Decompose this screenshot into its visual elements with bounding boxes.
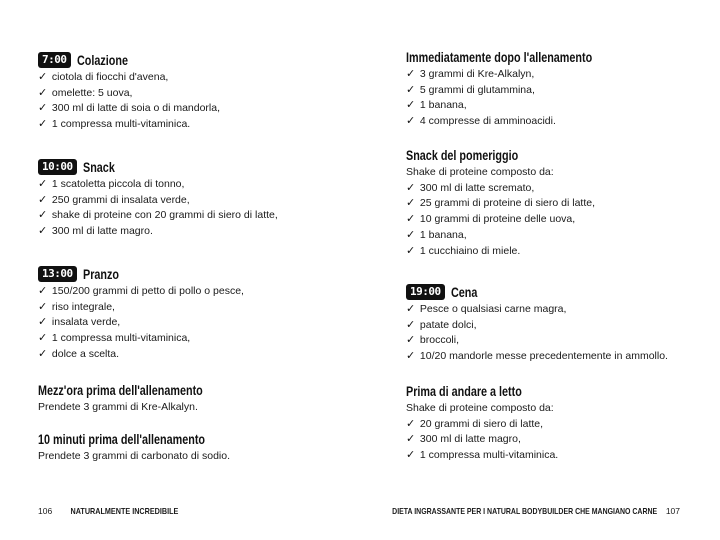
check-icon: ✓ [38,300,48,313]
time-badge: 19:00 [406,284,445,300]
list-item: ✓ omelette: 5 uova, [38,86,358,102]
item-list [38,177,358,240]
list-item: ✓ 1 banana, [406,98,706,114]
time-badge: 13:00 [38,266,77,282]
check-icon: ✓ [406,334,416,347]
list-item: ✓ patate dolci, [406,318,706,334]
check-icon: ✓ [406,417,416,430]
check-icon: ✓ [406,115,416,128]
list-item: ✓ 1 banana, [406,228,706,244]
check-icon: ✓ [38,285,48,297]
section-prima-letto [406,381,706,464]
list-item: ✓ riso integrale, [38,300,358,316]
list-item: ✓ 1 compressa multi-vitaminica. [406,448,706,464]
list-item: ✓ 1 compressa multi-vitaminica. [38,117,358,133]
section-title: Mezz'ora prima dell'allenamento [38,382,203,398]
check-icon: ✓ [406,350,416,363]
list-item: ✓ 5 grammi di glutammina, [406,83,706,99]
check-icon: ✓ [406,181,416,194]
check-icon: ✓ [38,193,48,206]
running-title: NATURALMENTE INCREDIBILE [70,506,179,516]
check-icon: ✓ [406,449,416,462]
page-number: 107 [665,506,680,516]
section-intro: Shake di proteine composto da: [406,166,554,178]
list-item: ✓ 300 ml di latte magro, [406,432,706,448]
section-dieci-minuti [38,429,358,465]
check-icon: ✓ [406,318,416,331]
section-text: Prendete 3 grammi di Kre-Alkalyn. [38,401,198,413]
section-intro: Shake di proteine composto da: [406,402,554,414]
list-item: ✓ broccoli, [406,333,706,349]
check-icon: ✓ [406,228,416,241]
check-icon: ✓ [406,303,416,315]
list-item: ✓ 1 cucchiaino di miele. [406,244,706,260]
check-icon: ✓ [406,433,416,446]
section-pranzo [38,264,358,363]
item-list [406,67,706,130]
section-title: 10 minuti prima dell'allenamento [38,431,206,447]
list-item: ✓ 25 grammi di proteine di siero di latte, [406,196,706,212]
section-text: Prendete 3 grammi di carbonato di sodio. [38,450,231,462]
check-icon: ✓ [38,225,48,238]
list-item: ✓ 300 ml di latte magro. [38,224,358,240]
item-list [38,70,358,133]
list-item: ✓ 3 grammi di Kre-Alkalyn, [406,67,706,83]
item-list [38,284,358,363]
left-footer [38,506,188,516]
item-list [406,417,706,464]
item-list [406,181,706,260]
check-icon: ✓ [38,178,48,190]
check-icon: ✓ [38,316,48,329]
check-icon: ✓ [38,86,48,99]
page-number: 106 [38,506,53,516]
list-item: ✓ 250 grammi di insalata verde, [38,193,358,209]
section-title: Prima di andare a letto [406,383,522,399]
section-title: Pranzo [82,266,119,282]
list-item: ✓ 10/20 mandorle messe precedentemente in ammollo. [406,349,706,365]
section-snack-pomeriggio [406,145,706,259]
section-snack [38,157,358,240]
list-item: ✓ 300 ml di latte scremato, [406,181,706,197]
list-item: ✓ Pesce o qualsiasi carne magra, [406,302,706,318]
item-list [406,302,706,365]
right-footer [334,506,680,516]
check-icon: ✓ [406,197,416,210]
check-icon: ✓ [38,118,48,131]
check-icon: ✓ [406,213,416,226]
section-title: Cena [450,284,478,300]
section-title: Immediatamente dopo l'allenamento [406,49,593,65]
check-icon: ✓ [406,83,416,96]
check-icon: ✓ [406,68,416,80]
check-icon: ✓ [406,99,416,112]
time-badge: 10:00 [38,159,77,175]
section-mezzora [38,380,358,416]
list-item: ✓ ciotola di fiocchi d'avena, [38,70,358,86]
list-item: ✓ 10 grammi di proteine delle uova, [406,212,706,228]
list-item: ✓ insalata verde, [38,315,358,331]
section-cena [406,282,706,365]
check-icon: ✓ [38,347,48,360]
check-icon: ✓ [406,244,416,257]
section-title: Snack del pomeriggio [406,147,519,163]
check-icon: ✓ [38,102,48,115]
list-item: ✓ 20 grammi di siero di latte, [406,417,706,433]
list-item: ✓ 1 compressa multi-vitaminica, [38,331,358,347]
time-badge: 7:00 [38,52,71,68]
check-icon: ✓ [38,332,48,345]
list-item: ✓ 4 compresse di amminoacidi. [406,114,706,130]
list-item: ✓ dolce a scelta. [38,347,358,363]
check-icon: ✓ [38,209,48,222]
list-item: ✓ 300 ml di latte di soia o di mandorla, [38,101,358,117]
check-icon: ✓ [38,71,48,83]
list-item: ✓ 1 scatoletta piccola di tonno, [38,177,358,193]
section-title: Snack [82,159,115,175]
list-item: ✓ shake di proteine con 20 grammi di siero di latte, [38,208,358,224]
list-item: ✓ 150/200 grammi di petto di pollo o pesce, [38,284,358,300]
running-title: DIETA INGRASSANTE PER I NATURAL BODYBUILDER CHE MANGIANO CARNE [391,506,657,516]
section-dopo-allenamento [406,47,706,130]
section-title: Colazione [76,52,128,68]
section-colazione [38,50,358,133]
